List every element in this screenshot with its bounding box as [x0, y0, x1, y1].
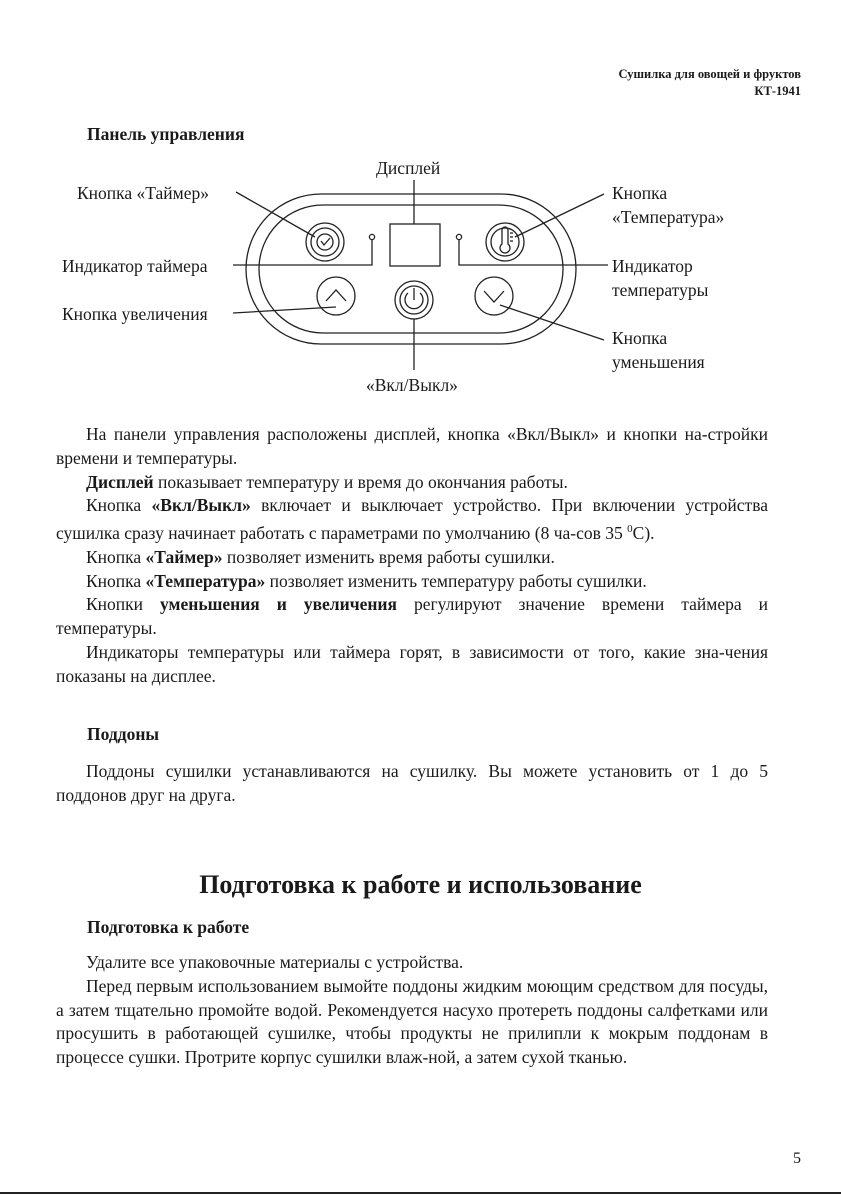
- label-decrease-button-line1: Кнопка: [612, 328, 668, 348]
- label-increase-button: Кнопка увеличения: [62, 304, 208, 324]
- paragraph: Поддоны сушилки устанавливаются на сушилку. Вы можете установить от 1 до 5 поддонов друг на друга.: [56, 761, 768, 805]
- paragraph: Кнопка «Таймер» позволяет изменить время работы сушилки.: [86, 546, 555, 567]
- bottom-rule: [0, 1192, 841, 1194]
- leader-decrease-button: [500, 305, 604, 340]
- paragraph: Кнопка «Температура» позволяет изменить температуру работы сушилки.: [86, 570, 647, 591]
- term-timer: «Таймер»: [145, 546, 223, 567]
- power-icon: [395, 281, 433, 319]
- leader-temperature-button: [515, 194, 604, 237]
- leader-temperature-indicator: [459, 240, 608, 265]
- section-title-control-panel: Панель управления: [87, 124, 245, 144]
- control-panel-diagram: [0, 150, 841, 400]
- label-temperature-indicator-line2: температуры: [612, 280, 709, 300]
- term-adjust-buttons: уменьшения и увеличения: [160, 594, 397, 615]
- section-title-preparation: Подготовка к работе: [87, 917, 250, 937]
- timer-indicator-light: [369, 234, 374, 239]
- panel-outer-outline: [246, 194, 576, 344]
- preparation-description: [56, 951, 768, 1070]
- term-power: «Вкл/Выкл»: [151, 495, 251, 516]
- leader-timer-indicator: [233, 240, 372, 265]
- chapter-title: Подготовка к работе и использование: [199, 870, 642, 899]
- trays-description: [56, 760, 768, 808]
- leader-increase-button: [233, 307, 336, 313]
- paragraph: Удалите все упаковочные материалы с устройства.: [86, 952, 464, 972]
- paragraph: На панели управления расположены дисплей, кнопка «Вкл/Выкл» и кнопки на-стройки времени и температуры.: [56, 424, 768, 468]
- leader-timer-button: [236, 192, 315, 237]
- paragraph: Перед первым использованием вымойте поддоны жидким моющим средством для посуды, а затем тщательно промойте водой. Рекомендуется насухо протереть поддоны салфетками или просушить в работающей сушилке, чтобы продукты не прилипли к мокрым поддонам в процессе сушки. Протрите корпус сушилки влаж-ной, а затем сухой тканью.: [56, 975, 768, 1068]
- chevron-up-icon: [317, 277, 355, 315]
- paragraph: Дисплей показывает температуру и время до окончания работы.: [86, 471, 568, 492]
- label-timer-indicator: Индикатор таймера: [62, 256, 208, 276]
- degree-superscript: 0: [627, 523, 633, 536]
- section-title-trays: Поддоны: [87, 724, 160, 744]
- label-temperature-button-line2: «Температура»: [612, 207, 725, 227]
- temperature-indicator-light: [456, 234, 461, 239]
- page-number: 5: [793, 1150, 801, 1167]
- label-decrease-button-line2: уменьшения: [612, 352, 705, 372]
- paragraph: Кнопка «Вкл/Выкл» включает и выключает устройство. При включении устройства сушилка сразу начинает работать с параметрами по умолчанию (8 ча-сов 35 $^0$С).: [56, 495, 768, 544]
- label-power-button: «Вкл/Выкл»: [366, 375, 458, 395]
- timer-button-icon: [306, 223, 344, 261]
- term-display: Дисплей: [86, 471, 154, 492]
- running-header: [618, 66, 801, 100]
- paragraph: Кнопки уменьшения и увеличения регулируют значение времени таймера и температуры.: [56, 594, 768, 639]
- chevron-down-icon: [475, 277, 513, 315]
- paragraph: Индикаторы температуры или таймера горят, в зависимости от того, какие зна-чения показаны на дисплее.: [56, 642, 768, 686]
- label-display: Дисплей: [376, 158, 441, 178]
- thermometer-icon: [486, 223, 524, 261]
- control-panel-description: [56, 423, 768, 689]
- label-temperature-button-line1: Кнопка: [612, 183, 668, 203]
- term-temperature: «Температура»: [145, 570, 266, 591]
- label-timer-button: Кнопка «Таймер»: [77, 183, 210, 203]
- header-product-name: Сушилка для овощей и фруктов: [618, 67, 801, 81]
- display-window: [390, 224, 440, 266]
- label-temperature-indicator-line1: Индикатор: [612, 256, 693, 276]
- header-model: КТ-1941: [754, 84, 801, 98]
